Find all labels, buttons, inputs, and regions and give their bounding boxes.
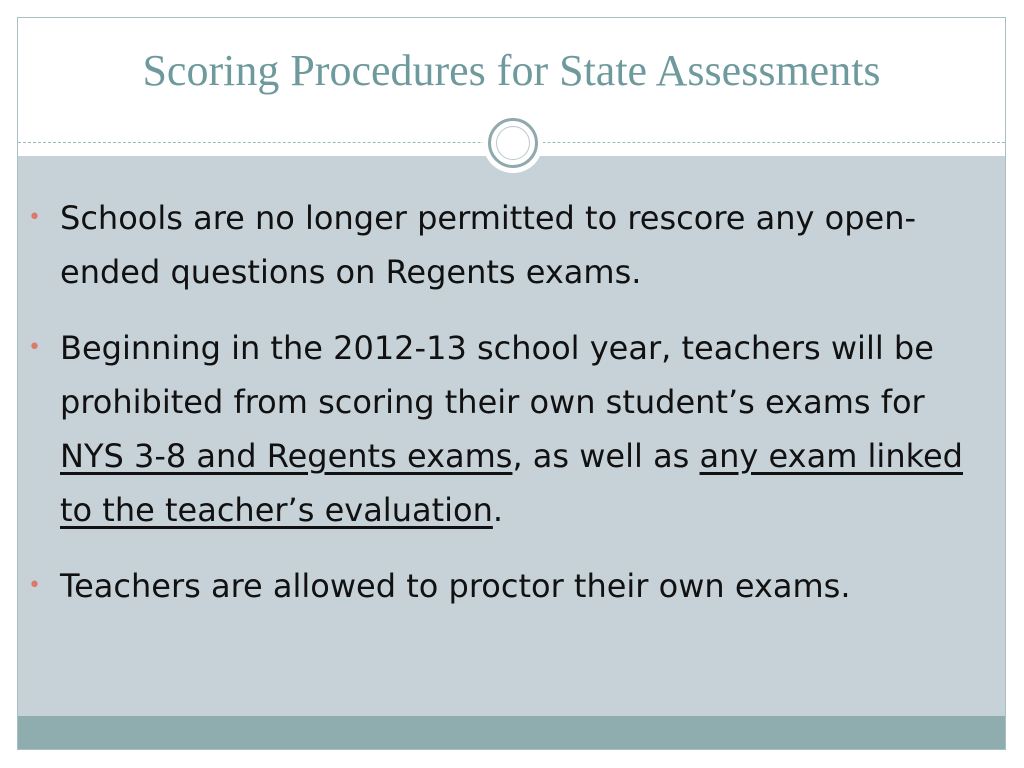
- bullet-dot-icon: •: [28, 573, 41, 598]
- bullet-dot-icon: •: [28, 205, 41, 230]
- bullet-text: , as well as: [512, 437, 700, 475]
- bullet-item: [28, 321, 978, 537]
- bullet-item: [28, 191, 978, 299]
- ornament-ring-inner: [496, 126, 530, 160]
- bullet-item: [28, 559, 978, 613]
- bullet-dot-icon: •: [28, 335, 41, 360]
- circle-ornament-icon: [483, 113, 543, 173]
- bullet-text: .: [492, 491, 504, 529]
- bullet-list: [28, 191, 978, 635]
- bullet-text: Schools are no longer permitted to rescore any open-ended questions on Regents exams.: [60, 199, 917, 291]
- ornament-ring: [488, 118, 538, 168]
- bullet-text: Teachers are allowed to proctor their own exams.: [60, 567, 851, 605]
- underlined-phrase: any exam linked to the teacher’s evaluation: [60, 437, 963, 529]
- slide-title: Scoring Procedures for State Assessments: [142, 46, 881, 95]
- underlined-phrase: NYS 3-8 and Regents exams: [60, 437, 513, 475]
- bottom-bar: [18, 716, 1005, 750]
- bullet-text: Beginning in the 2012-13 school year, teachers will be prohibited from scoring their own student’s exams for: [60, 329, 934, 421]
